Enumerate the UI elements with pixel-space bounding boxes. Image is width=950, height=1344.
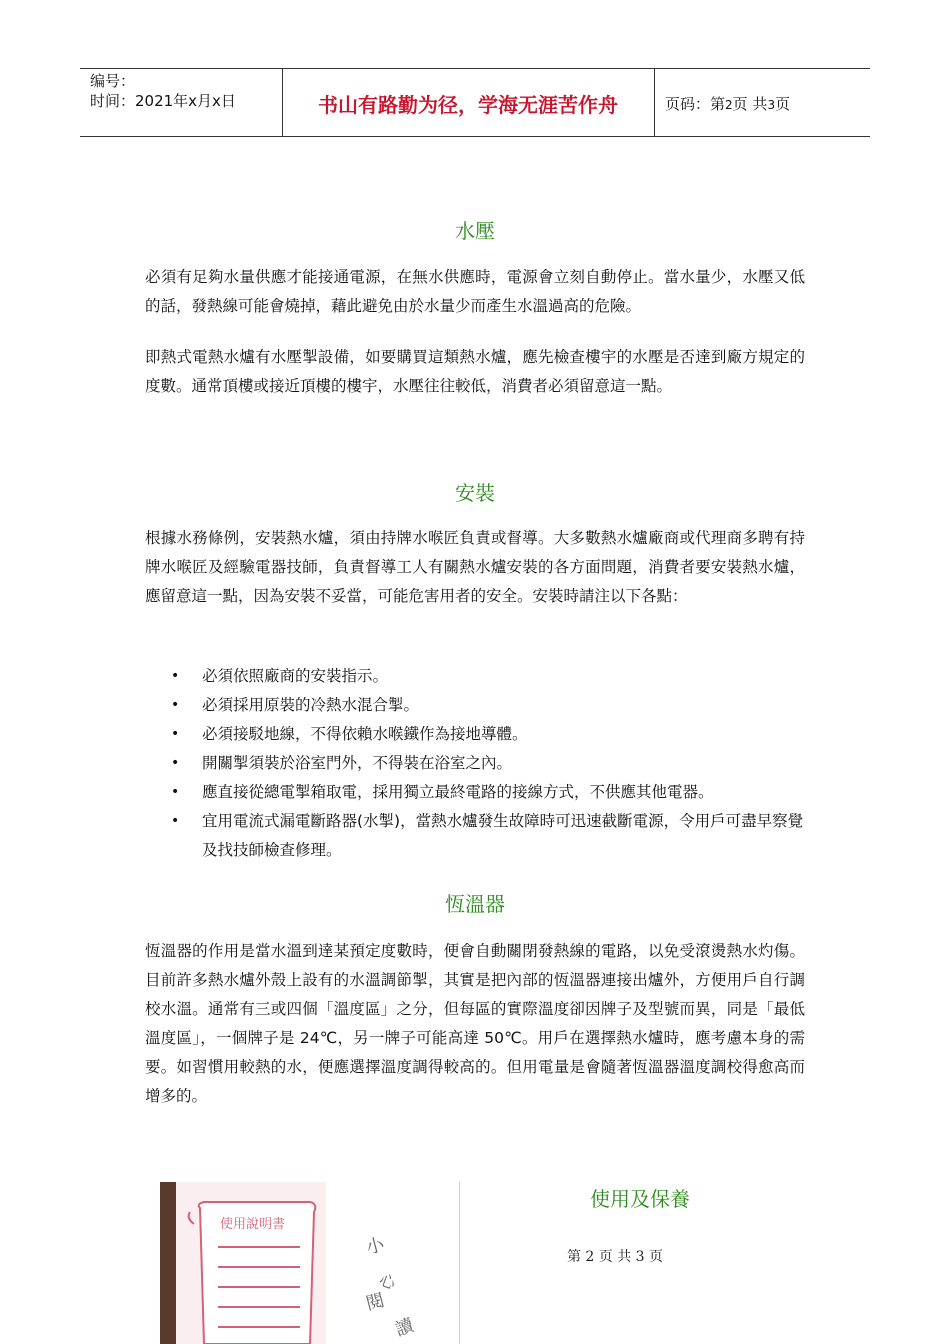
- installation-list: [145, 662, 805, 865]
- bullet-icon: •: [171, 668, 180, 684]
- list-item: • 應直接從總電掣箱取電，採用獨立最終電路的接線方式，不供應其他電器。: [145, 778, 805, 807]
- list-item: • 必須採用原裝的冷熱水混合掣。: [145, 691, 805, 720]
- document-header: [80, 68, 870, 137]
- thermostat-paragraph: 恆溫器的作用是當水溫到達某預定度數時，便會自動關閉發熱線的電路，以免受滾燙熱水灼傷。目前許多熱水爐外殼上設有的水溫調節掣，其實是把內部的恆溫器連接出爐外，方便用戶自行調校水溫。通常有三或四個「溫度區」之分，但每區的實際溫度卻因牌子及型號而異，同是「最低溫度區」，一個牌子是 24℃，另一牌子可能高達 50℃。用戶在選擇熱水爐時，應考慮本身的需要。如習慣用較熱的水，便應選擇溫度調得較高的。但用電量是會隨著恆溫器溫度調校得愈高而增多的。: [145, 942, 805, 1105]
- page-current: 2: [725, 98, 733, 112]
- header-meta: [90, 71, 236, 111]
- header-divider-right: [654, 69, 655, 136]
- page-end: 页: [775, 95, 791, 113]
- section-title-installation: 安裝: [455, 481, 495, 505]
- side-char-2: 心: [376, 1269, 399, 1294]
- bullet-icon: •: [171, 755, 180, 771]
- page-mid: 页 共: [732, 95, 768, 113]
- list-item: • 必須依照廠商的安裝指示。: [145, 662, 805, 691]
- section-title-thermostat: 恆溫器: [445, 892, 505, 916]
- bullet-icon: •: [171, 813, 180, 829]
- water-pressure-paragraph-1: 必須有足夠水量供應才能接通電源，在無水供應時，電源會立刻自動停止。當水量少，水壓又低的話，發熱線可能會燒掉，藉此避免由於水量少而產生水溫過高的危險。: [145, 268, 805, 315]
- footer-page-number: 第 2 页 共 3 页: [566, 1249, 664, 1265]
- bullet-icon: •: [171, 726, 180, 742]
- header-page-info: [665, 93, 790, 114]
- side-char-3: 閱: [363, 1289, 387, 1315]
- page-label: 页码：第: [665, 95, 726, 113]
- manual-card-icon: [160, 1182, 460, 1344]
- section-title-usage: 使用及保養: [590, 1187, 690, 1211]
- section-title-water-pressure: 水壓: [455, 219, 495, 243]
- side-char-1: 小: [363, 1233, 387, 1259]
- installation-paragraph: 根據水務條例，安裝熱水爐，須由持牌水喉匠負責或督導。大多數熱水爐廠商或代理商多聘有持牌水喉匠及經驗電器技師，負責督導工人有關熱水爐安裝的各方面問題，消費者要安裝熱水爐，應留意這一點，因為安裝不妥當，可能危害用者的安全。安裝時請注以下各點：: [145, 529, 805, 605]
- list-item: • 必須接駁地線，不得依賴水喉鐵作為接地導體。: [145, 720, 805, 749]
- list-item: • 宜用電流式漏電斷路器(水掣)，當熱水爐發生故障時可迅速截斷電源，令用戶可盡早察覺及找技師檢查修理。: [145, 807, 805, 865]
- water-pressure-paragraph-2: 即熱式電熱水爐有水壓掣設備，如要購買這類熱水爐，應先檢查樓宇的水壓是否達到廠方規定的度數。通常頂樓或接近頂樓的樓宇，水壓往往較低，消費者必須留意這一點。: [145, 348, 805, 395]
- illustration-divider: [459, 1182, 460, 1344]
- page-total: 3: [767, 98, 776, 112]
- manual-illustration: [160, 1182, 460, 1344]
- list-item: • 開關掣須裝於浴室門外，不得裝在浴室之內。: [145, 749, 805, 778]
- side-char-4: 讀: [392, 1314, 417, 1341]
- header-number-label: 编号：: [90, 72, 136, 90]
- bullet-icon: •: [171, 784, 180, 800]
- header-date-label: 时间：2021年x月x日: [90, 92, 236, 110]
- manual-card-title: 使用說明書: [220, 1217, 286, 1232]
- header-motto: 书山有路勤为径，学海无涯苦作舟: [318, 93, 618, 117]
- bullet-icon: •: [171, 697, 180, 713]
